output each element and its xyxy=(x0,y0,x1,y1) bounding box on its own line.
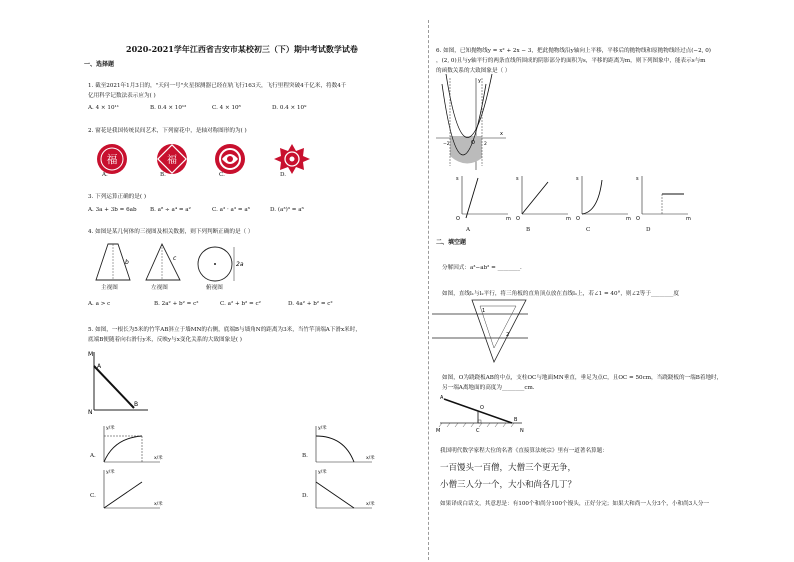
q6-text-line2: ，(2, 0)且与y轴平行的两条直线所围成的阴影部分的面积为s，平移的距离为m，则下列图象中，能表示s与m xyxy=(436,58,706,64)
q5-c-ylabel: y/米 xyxy=(106,470,115,475)
q6-label-d: D xyxy=(646,227,651,233)
f2-parallel-lines-figure xyxy=(432,296,532,364)
q5-graph-d xyxy=(308,468,378,512)
q5-text-line2: 底端B便随着向右滑行y米，反映y与x变化关系的大致图象是( ) xyxy=(88,337,242,343)
section-multiple-choice: 一、选择题 xyxy=(84,61,115,68)
q3-text: 3. 下列运算正确的是( ) xyxy=(88,194,147,200)
q4-text: 4. 如图是某几何体的三视图及相关数据，则下列判断正确的是（ ） xyxy=(88,229,254,235)
q5-a-xlabel: x/米 xyxy=(154,456,163,461)
q5-graph-a xyxy=(96,424,166,466)
q6-d-o: O xyxy=(636,216,640,222)
window-flower-b-glyph: 福 xyxy=(167,155,177,166)
f3-point-n: N xyxy=(520,428,524,434)
q4-view-front: 主视图 xyxy=(101,285,118,291)
window-flower-c xyxy=(215,144,245,174)
q1-option-c: C. 4 × 10⁸ xyxy=(212,105,241,111)
q2-text: 2. 窗花是我国传统民间艺术，下列窗花中，是轴对称图形的为( ) xyxy=(88,128,247,134)
q5-c-xlabel: x/米 xyxy=(154,502,163,507)
q5-point-a: A xyxy=(97,363,102,370)
q5-point-n: N xyxy=(88,409,93,416)
q3-option-a: A. 3a + 3b = 6ab xyxy=(88,207,137,213)
q2-window-flowers xyxy=(96,143,336,183)
q4-view-top: 俯视图 xyxy=(206,285,223,291)
q2-label-c: C. xyxy=(219,172,225,178)
q6-graph-a xyxy=(452,174,512,224)
q1-text-line2: 亿用科学记数法表示应为( ) xyxy=(88,93,156,99)
q5-text-line1: 5. 如图，一根长为5米的竹竿AB斜立于墙MN的右侧，底端B与墙角N的距离为3米，当竹竿顶端A下滑x米时， xyxy=(88,327,361,333)
q1-text-line1: 1. 截至2021年1月3日的，"天问一号"火星探测器已经在轨飞行163天，飞行里程突破4千亿米，将数4千 xyxy=(88,83,347,89)
q5-graph-b xyxy=(308,424,378,466)
left-column xyxy=(84,0,424,562)
q5-point-m: M xyxy=(88,351,94,358)
q4-option-b: B. 2a² + b² = c² xyxy=(154,301,199,307)
q5-label-d: D. xyxy=(302,493,309,499)
q6-graph-d xyxy=(632,174,692,224)
f1-text: 分解因式：a³−ab² = ________. xyxy=(442,265,522,271)
q6-c-o: O xyxy=(576,216,580,222)
q6-a-s: s xyxy=(456,176,459,182)
q1-option-a: A. 4 × 10¹¹ xyxy=(88,105,120,111)
f3-point-o: O xyxy=(480,405,484,411)
f4-translation: 如果译成白话文，其意思是：有100个和尚分100个馒头，正好分完；如果大和尚一人分3个，小和尚3人分一 xyxy=(440,501,710,507)
window-flower-d xyxy=(274,144,310,174)
q6-fig-x: x xyxy=(500,131,503,137)
window-flower-a xyxy=(97,144,127,174)
q6-b-m: m xyxy=(566,216,571,222)
exam-title: 2020-2021学年江西省吉安市某校初三（下）期中考试数学试卷 xyxy=(126,44,358,54)
right-column xyxy=(432,0,772,562)
q5-label-b: B. xyxy=(302,453,308,459)
front-view-dim: b xyxy=(125,259,129,266)
f3-point-c: C xyxy=(476,428,480,434)
q2-label-a: A. xyxy=(102,172,108,178)
f3-point-a: A xyxy=(440,395,444,401)
f3-point-m: M xyxy=(436,428,441,434)
f3-seesaw-figure xyxy=(436,393,526,433)
f2-angle-2: 2 xyxy=(506,332,510,338)
q6-text-line3: 的函数关系的大致图象是（ ） xyxy=(436,68,511,74)
f4-poem-line2: 小僧三人分一个，大小和尚各几丁？ xyxy=(440,480,577,490)
q5-b-ylabel: y/米 xyxy=(318,426,327,431)
section-fill-in: 二、填空题 xyxy=(436,239,467,246)
q6-fig-neg2: −2 xyxy=(443,142,450,147)
q4-option-c: C. a² + b² = c² xyxy=(220,301,261,307)
side-view-dim: c xyxy=(173,255,177,262)
window-flower-a-glyph: 福 xyxy=(106,153,118,166)
top-view-dim: 2a xyxy=(236,261,244,268)
q6-label-c: C xyxy=(586,227,591,233)
q6-d-s: s xyxy=(636,176,639,182)
q4-three-views xyxy=(94,242,254,294)
f2-angle-1: 1 xyxy=(482,308,486,314)
q5-d-xlabel: x/米 xyxy=(366,502,375,507)
window-flower-b xyxy=(157,144,187,174)
q6-c-m: m xyxy=(626,216,631,222)
q2-label-d: D. xyxy=(280,172,287,178)
side-view xyxy=(146,244,180,280)
q4-option-d: D. 4a² + b² = c² xyxy=(288,301,333,307)
q6-parabola-figure xyxy=(436,76,506,172)
q5-graph-c xyxy=(96,468,166,512)
front-view xyxy=(96,244,130,280)
f3-point-b: B xyxy=(514,417,518,423)
q5-b-xlabel: x/米 xyxy=(366,456,375,461)
q5-a-ylabel: y/米 xyxy=(106,426,115,431)
f4-text: 我国明代数学家程大位的名著《直接算法统宗》里有一道著名算题： xyxy=(440,448,608,454)
q6-label-b: B xyxy=(526,227,531,233)
q6-b-o: O xyxy=(516,216,520,222)
q5-d-ylabel: y/米 xyxy=(318,470,327,475)
q6-fig-pos2: 2 xyxy=(484,142,487,147)
q6-graph-c xyxy=(572,174,632,224)
q3-option-b: B. a⁸ ÷ a⁴ = a² xyxy=(150,207,191,213)
q1-option-b: B. 0.4 × 10¹² xyxy=(150,105,187,111)
q3-option-d: D. (a³)³ = a⁶ xyxy=(270,207,304,213)
q4-option-a: A. a > c xyxy=(88,301,111,307)
q6-d-m: m xyxy=(686,216,691,222)
q6-c-s: s xyxy=(576,176,579,182)
q6-text-line1: 6. 如图，已知抛物线y = x² + 2x − 3，把此抛物线沿y轴向上平移，平移后的抛物线和原抛物线经过点(−2, 0) xyxy=(436,48,711,54)
f4-poem-line1: 一百馒头一百僧，大僧三个更无争， xyxy=(440,463,577,473)
q5-label-c: C. xyxy=(90,493,96,499)
f3-text-line2: 另一端A离地面的高度为________cm. xyxy=(442,385,535,391)
q6-b-s: s xyxy=(516,176,519,182)
q5-point-b: B xyxy=(134,401,139,408)
q2-label-b: B. xyxy=(160,172,166,178)
q5-ladder-figure xyxy=(88,348,148,414)
f3-text-line1: 如图，O为跷跷板AB的中点，支柱OC与地面MN垂直，垂足为点C，且OC = 50cm，当跷跷板的一端B着地时， xyxy=(442,375,723,381)
q6-fig-y: y xyxy=(478,78,481,84)
q6-a-o: O xyxy=(456,216,460,222)
q6-graph-b xyxy=(512,174,572,224)
q6-label-a: A xyxy=(466,227,471,233)
f2-text: 如图，直线l₁与l₂平行，将三角板的直角顶点放在直线l₁上，若∠1 = 40°，则∠2等于________度 xyxy=(442,291,679,297)
q5-label-a: A. xyxy=(90,453,96,459)
q4-view-side: 左视图 xyxy=(151,285,168,291)
q3-option-c: C. a³ · a³ = a⁶ xyxy=(212,207,250,213)
q6-fig-origin: O xyxy=(471,140,475,146)
column-divider xyxy=(428,20,429,560)
q1-option-d: D. 0.4 × 10⁹ xyxy=(272,105,307,111)
q6-a-m: m xyxy=(506,216,511,222)
top-view xyxy=(198,247,244,281)
